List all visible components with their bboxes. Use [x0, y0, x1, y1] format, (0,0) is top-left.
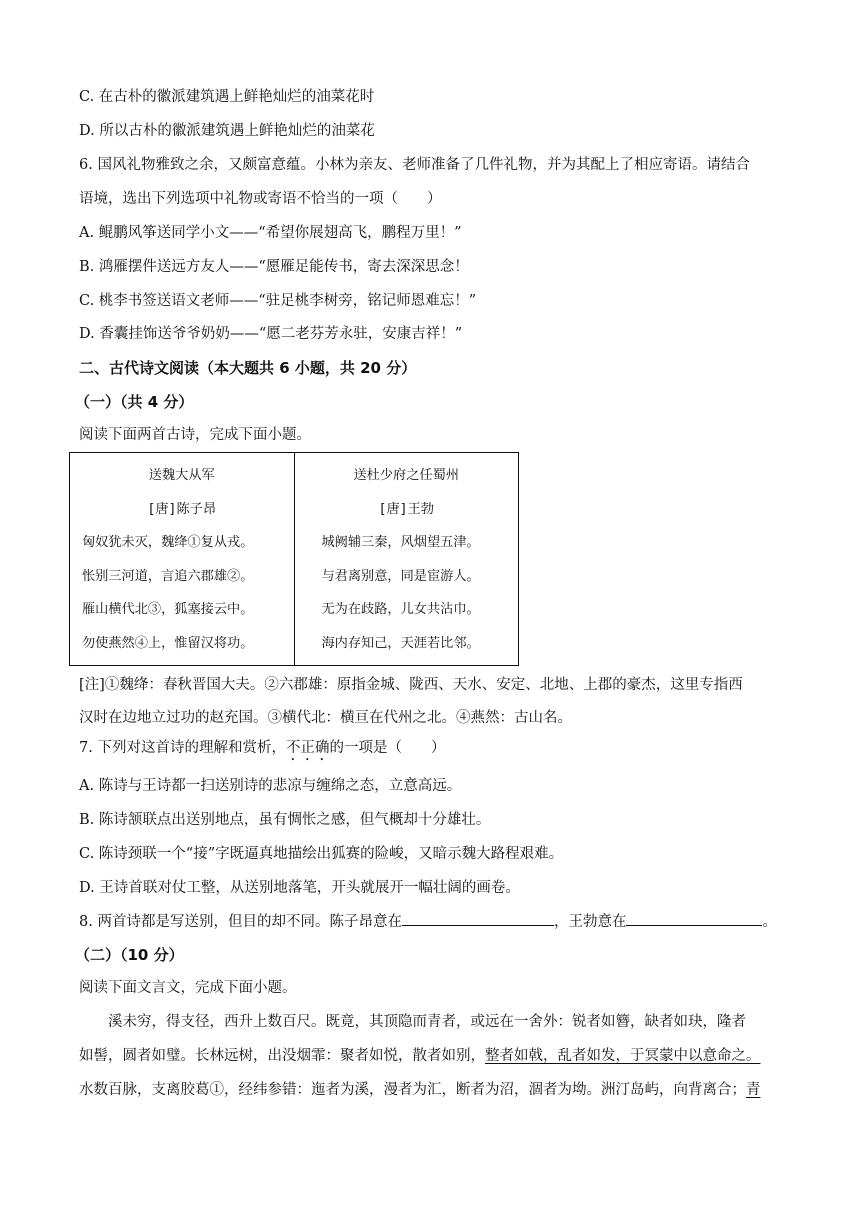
- q8-part-c: 。: [762, 914, 777, 930]
- q6-option-b: B. 鸿雁摆件送远方友人——“愿雁足能传书，寄去深深思念！: [79, 259, 469, 275]
- poem-wang: [295, 453, 519, 660]
- poem-line: 无为在歧路，儿女共沾巾。: [321, 602, 480, 617]
- q7-stem-suffix: 的一项是（ ）: [329, 740, 446, 756]
- passage-line: [79, 1039, 784, 1073]
- q5-option-c: C. 在古朴的徽派建筑遇上鲜艳灿烂的油菜花时: [79, 89, 375, 105]
- q7-stem-prefix: 7. 下列对这首诗的理解和赏析，: [79, 740, 286, 756]
- passage-text: 水数百脉，支离胶葛①，经纬参错：迤者为溪，漫者为汇，断者为沼，涸者为坳。洲汀岛屿，向背离合；: [79, 1082, 746, 1098]
- q6-stem-line2: 语境，选出下列选项中礼物或寄语不恰当的一项（ ）: [79, 191, 442, 207]
- poem-line: 与君离别意，同是宦游人。: [321, 568, 480, 584]
- q8-part-b: ，王勃意在: [553, 914, 627, 930]
- q6-option-a: A. 鲲鹏风筝送同学小文——“希望你展翅高飞，鹏程万里！”: [79, 225, 462, 241]
- poem-line: 匈奴犹未灭，魏绛①复从戎。: [82, 535, 254, 550]
- part1-heading: （一）（共 4 分）: [75, 393, 194, 411]
- poem-line: 雁山横代北③，狐塞接云中。: [82, 602, 254, 617]
- poem-author: [唐]王勃: [378, 501, 434, 517]
- q7-stem: [79, 738, 445, 764]
- poem-line: 勿使燕然④上，惟留汉将功。: [82, 635, 254, 651]
- q6-stem-line1: 6. 国风礼物雅致之余，又颇富意蕴。小林为亲友、老师准备了几件礼物，并为其配上了相应寄语。请结合: [79, 157, 750, 173]
- part2-heading: （二）（10 分）: [75, 946, 184, 964]
- part2-instruction: 阅读下面文言文，完成下面小题。: [79, 980, 297, 996]
- q5-option-d: D. 所以古朴的徽派建筑遇上鲜艳灿烂的油菜花: [79, 123, 375, 139]
- poem-title: 送杜少府之任蜀州: [353, 468, 459, 483]
- q6-option-d: D. 香囊挂饰送爷爷奶奶——“愿二老芬芳永驻，安康吉祥！”: [79, 326, 463, 342]
- poem-line: 怅别三河道，言追六郡雄②。: [82, 568, 254, 584]
- passage-underlined-sentence: 青: [746, 1082, 761, 1098]
- q7-option-c: C. 陈诗颈联一个“接”字既逼真地描绘出狐赛的险峻，又暗示魏大路程艰难。: [79, 846, 564, 862]
- q8-answer-blank-2[interactable]: [626, 911, 762, 926]
- poems-table: [69, 452, 519, 666]
- notes-line1: [注]①魏绛：春秋晋国大夫。②六郡雄：原指金城、陇西、天水、安定、北地、上郡的豪杰，这里专指西: [79, 677, 743, 693]
- poem-author: [唐]陈子昂: [147, 501, 217, 517]
- passage-underlined-sentence: 整者如戟，乱者如发，于冥蒙中以意命之。: [485, 1048, 761, 1064]
- poem-cell-wang: [294, 453, 519, 666]
- q7-option-d: D. 王诗首联对仗工整，从送别地落笔，开头就展开一幅壮阔的画卷。: [79, 880, 520, 896]
- part1-instruction: 阅读下面两首古诗，完成下面小题。: [79, 427, 311, 443]
- passage-text: 如髻，圆者如璧。长林远树，出没烟霏：聚者如悦，散者如别，: [79, 1048, 485, 1064]
- q8-stem: [79, 911, 777, 932]
- poem-line: 城阙辅三秦，风烟望五津。: [321, 535, 480, 550]
- section2-heading: 二、古代诗文阅读（本大题共 6 小题，共 20 分）: [79, 359, 417, 377]
- q8-part-a: 8. 两首诗都是写送别，但目的却不同。陈子昂意在: [79, 914, 402, 930]
- poem-line: 海内存知己，天涯若比邻。: [321, 635, 480, 651]
- poem-cell-chen: [70, 453, 295, 666]
- q7-option-a: A. 陈诗与王诗都一扫送别诗的悲凉与缠绵之态，立意高远。: [79, 778, 462, 794]
- passage-line: 溪未穷，得支径，西升上数百尺。既竟，其顶隐而青者，或远在一舍外：锐者如簪，缺者如玦，隆者: [79, 1014, 746, 1030]
- q8-answer-blank-1[interactable]: [402, 911, 554, 926]
- q7-option-b: B. 陈诗颔联点出送别地点，虽有惆怅之感，但气概却十分雄壮。: [79, 812, 491, 828]
- q7-stem-emphasis: 不正确: [285, 740, 330, 756]
- q6-option-c: C. 桃李书签送语文老师——“驻足桃李树旁，铭记师恩难忘！”: [79, 293, 477, 309]
- poem-chen: [70, 453, 294, 660]
- passage-line: [79, 1073, 784, 1107]
- poem-title: 送魏大从军: [148, 468, 215, 483]
- notes-line2: 汉时在边地立过功的赵充国。③横代北：横亘在代州之北。④燕然：古山名。: [79, 710, 572, 726]
- classical-passage: [79, 1005, 784, 1107]
